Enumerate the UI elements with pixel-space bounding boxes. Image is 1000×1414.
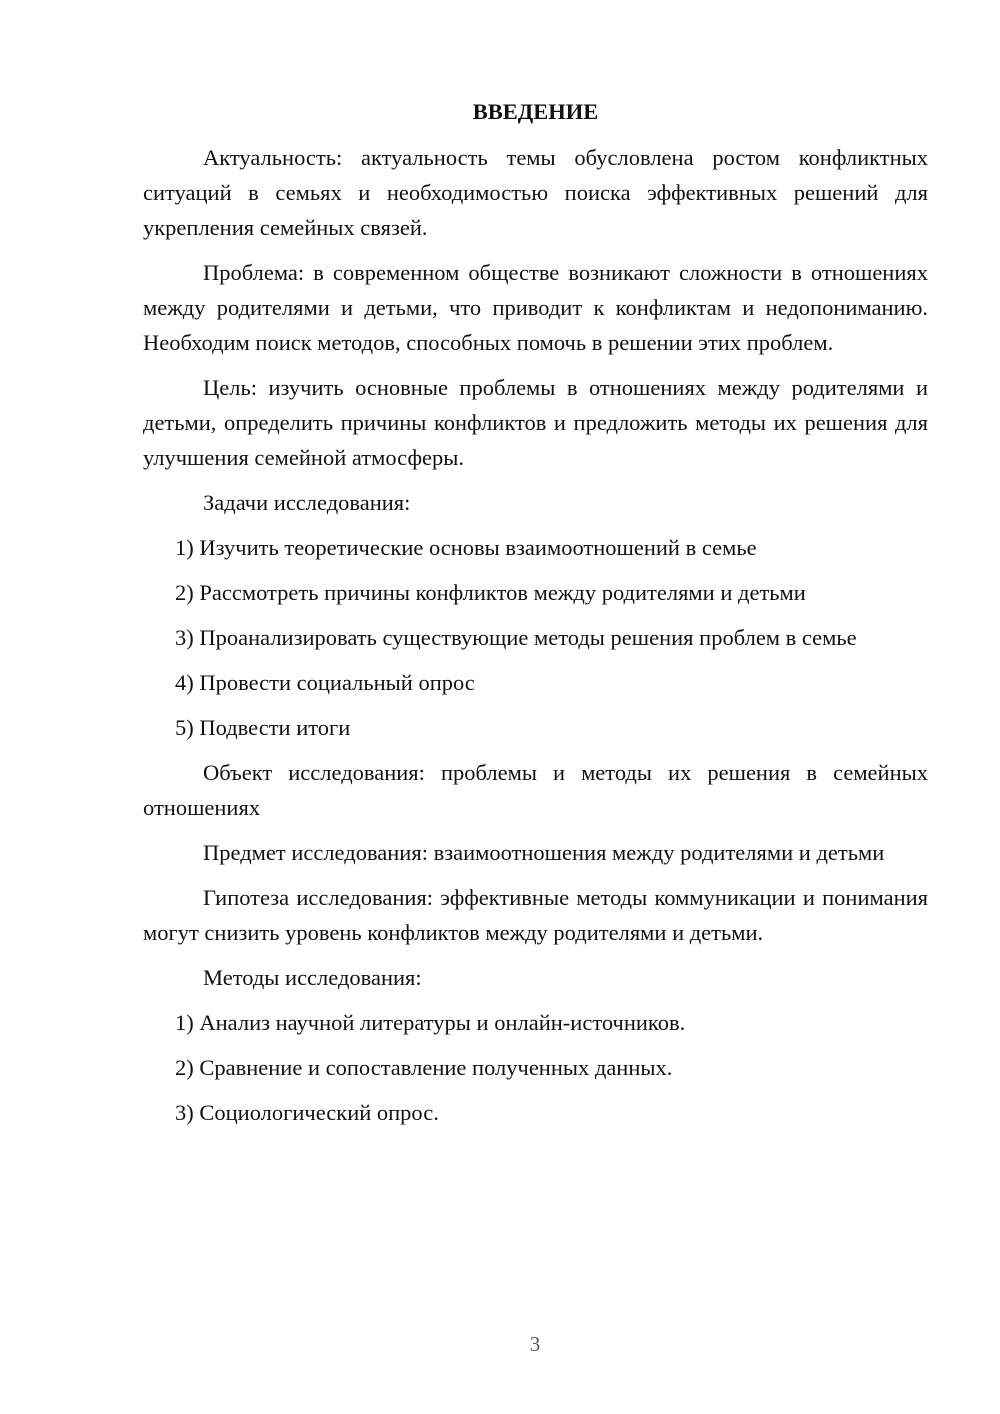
goal-paragraph: Цель: изучить основные проблемы в отношениях между родителями и детьми, определить причины конфликтов и предложить методы их решения для улучшения семейной атмосферы. <box>143 375 928 470</box>
problem-paragraph: Проблема: в современном обществе возникают сложности в отношениях между родителями и детьми, что приводит к конфликтам и недопониманию. Необходим поиск методов, способных помочь в решении этих проблем. <box>143 260 928 355</box>
method-item: 1) Анализ научной литературы и онлайн-источников. <box>175 1010 686 1035</box>
relevance-paragraph: Актуальность: актуальность темы обусловлена ростом конфликтных ситуаций в семьях и необходимостью поиска эффективных решений для укрепления семейных связей. <box>143 145 928 240</box>
page-number: 3 <box>529 1332 541 1356</box>
subject-paragraph: Предмет исследования: взаимоотношения между родителями и детьми <box>203 840 885 865</box>
task-item: 3) Проанализировать существующие методы решения проблем в семье <box>175 625 857 650</box>
methods-title: Методы исследования: <box>203 965 422 990</box>
method-item: 2) Сравнение и сопоставление полученных данных. <box>175 1055 673 1080</box>
methods-list <box>143 1005 928 1130</box>
tasks-list <box>143 530 928 745</box>
object-paragraph: Объект исследования: проблемы и методы их решения в семейных отношениях <box>143 760 928 820</box>
task-item: 2) Рассмотреть причины конфликтов между родителями и детьми <box>175 580 806 605</box>
task-item: 4) Провести социальный опрос <box>175 670 475 695</box>
hypothesis-paragraph: Гипотеза исследования: эффективные методы коммуникации и понимания могут снизить уровень конфликтов между родителями и детьми. <box>143 885 928 945</box>
section-heading: ВВЕДЕНИЕ <box>472 99 599 124</box>
method-item: 3) Социологический опрос. <box>175 1100 439 1125</box>
task-item: 1) Изучить теоретические основы взаимоотношений в семье <box>175 535 757 560</box>
document-body <box>143 94 928 1140</box>
task-item: 5) Подвести итоги <box>175 715 351 740</box>
tasks-title: Задачи исследования: <box>203 490 411 515</box>
